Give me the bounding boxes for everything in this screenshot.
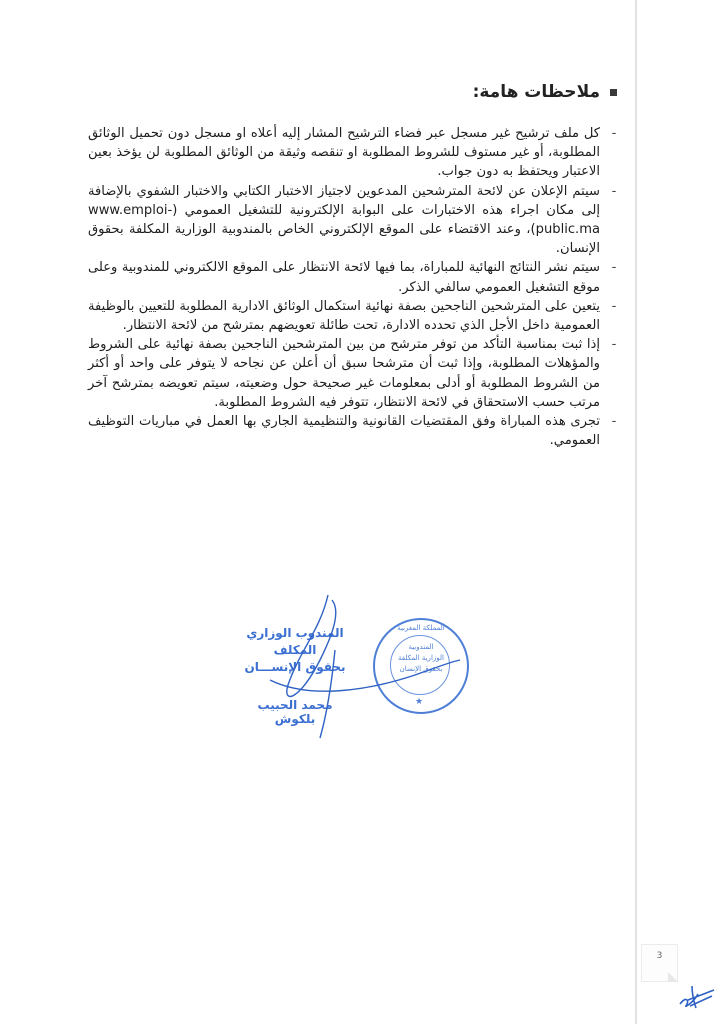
margin-line	[635, 0, 637, 1024]
notes-heading	[473, 82, 617, 102]
note-item	[88, 412, 620, 450]
note-text: إذا ثبت بمناسبة التأكد من توفر مترشح من بين المترشحين الناجحين بصفة نهائية على الشروط والمؤهلات المطلوبة، وإذا ثبت أن مترشحا سبق أن أعلن عن نجاحه لا يتوفر على واحد أو أكثر من الشروط المطلوبة أو أدلى بمعلومات غير صحيحة حول وضعيته، سيتم تعويضه بمترشح آخر مرتب حسب الاستحقاق في لائحة الانتظار، تتوفر فيه الشروط المطلوبة.	[88, 337, 600, 410]
dash-marker: -	[611, 260, 617, 276]
handwritten-signature-icon	[240, 590, 480, 740]
signature-block	[240, 590, 480, 740]
note-text: سيتم نشر النتائج النهائية للمباراة، بما فيها لائحة الانتظار على الموقع الالكتروني للمندوبية وعلى موقع التشغيل العمومي سالفي الذكر.	[88, 260, 600, 295]
stamp-line2: الوزارية المكلفة	[398, 654, 444, 662]
dash-marker: -	[611, 183, 617, 199]
note-text: يتعين على المترشحين الناجحين بصفة نهائية استكمال الوثائق الادارية المطلوبة للتعيين بالوظيفة العمومية داخل الأجل الذي تحدده الادارة، تحت طائلة تعويضهم بمترشح من لائحة الانتظار.	[88, 298, 600, 334]
stamp-ring-text: المملكة المغربية	[397, 624, 445, 632]
initials-signature-icon	[676, 982, 718, 1010]
stamp-line3: بحقوق الإنسان	[399, 665, 443, 673]
star-icon: ★	[415, 697, 424, 707]
note-item	[88, 124, 620, 182]
note-item	[88, 335, 620, 412]
dash-marker: -	[611, 298, 617, 314]
page-curl-icon	[668, 972, 678, 982]
note-text: تجرى هذه المباراة وفق المقتضيات القانونية والتنظيمية الجاري بها العمل في مباريات التوظيف العمومي.	[88, 414, 600, 449]
note-item	[88, 182, 620, 259]
dash-marker: -	[611, 126, 617, 141]
note-item	[88, 258, 620, 296]
note-item	[88, 297, 620, 335]
note-text: كل ملف ترشيح غير مسجل عبر فضاء الترشيح المشار إليه أعلاه او مسجل دون تحميل الوثائق المطلوبة، أو غير مستوف للشروط المطلوبة او تنقصه وثيقة من الوثائق المطلوبة لن يؤخذ بعين الاعتبار ويحتفظ به دون جواب.	[88, 126, 600, 180]
stamp-line1: المندوبية	[408, 643, 434, 651]
signatory-title-line2: بحقوق الإنســـان	[244, 660, 346, 674]
page-number-box	[641, 944, 678, 982]
square-bullet-icon	[610, 89, 617, 96]
notes-list	[88, 124, 620, 450]
heading-title: ملاحظات هامة:	[472, 82, 600, 102]
note-text: سيتم الإعلان عن لائحة المترشحين المدعوين لاجتياز الاختبار الكتابي والاختبار الشفوي بالإضافة إلى مكان اجراء هذه الاختبارات على البوابة الإلكترونية للتشغيل العمومي (www.emploi-public.ma)، وعند الاقتضاء على الموقع الإلكتروني الخاص بالمندوبية الوزارية المكلفة بحقوق الإنسان.	[88, 183, 600, 257]
signatory-name: محمد الحبيب بلكوش	[257, 698, 333, 726]
dash-marker: -	[611, 337, 617, 353]
signatory-title-line1: المندوب الوزاري المكلف	[246, 626, 344, 657]
dash-marker: -	[611, 414, 617, 430]
page-number: 3	[656, 951, 663, 961]
